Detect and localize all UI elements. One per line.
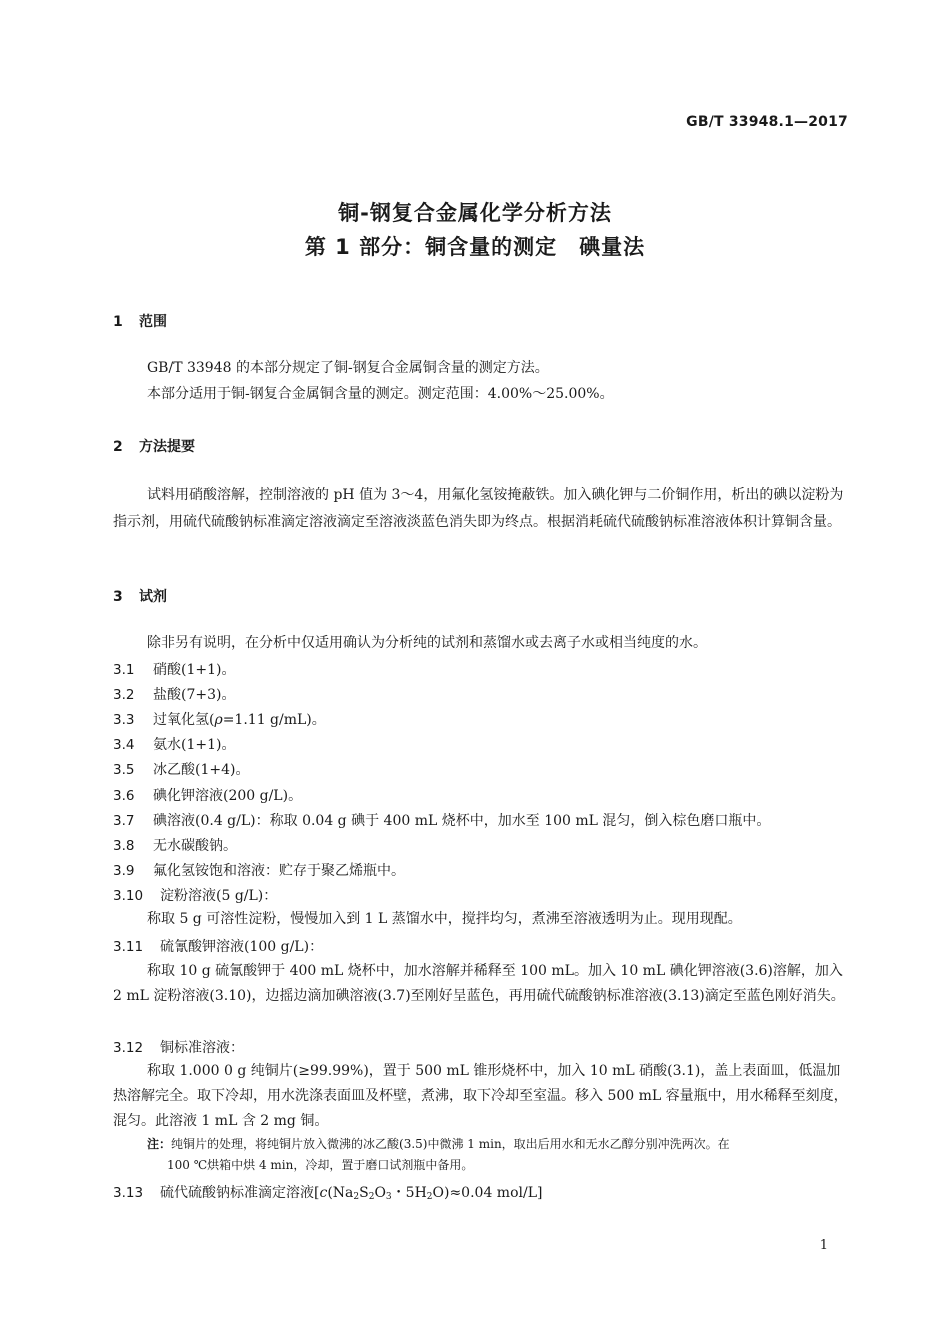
subscript: 2 bbox=[353, 1192, 360, 1202]
reagent-item bbox=[113, 937, 323, 957]
note bbox=[113, 1134, 853, 1176]
item-text: 铜标准溶液： bbox=[160, 1040, 244, 1056]
concentration-symbol: c bbox=[319, 1185, 328, 1201]
item-text: ・5H bbox=[391, 1185, 427, 1201]
subscript: 2 bbox=[368, 1192, 375, 1202]
item-text: 淀粉溶液(5 g/L)： bbox=[160, 888, 278, 904]
item-number: 3.13 bbox=[113, 1185, 144, 1201]
reagent-description: 称取 5 g 可溶性淀粉，慢慢加入到 1 L 蒸馏水中，搅拌均匀，煮沸至溶液透明为止。现用现配。 bbox=[147, 911, 742, 927]
item-number: 3.1 bbox=[113, 662, 135, 678]
item-text: 过氧化氢( bbox=[153, 712, 215, 728]
item-text: 氨水(1+1)。 bbox=[153, 737, 236, 753]
item-number: 3.2 bbox=[113, 687, 135, 703]
item-number: 3.7 bbox=[113, 813, 135, 829]
section-number: 2 bbox=[113, 439, 123, 455]
rho-symbol: ρ bbox=[214, 712, 223, 728]
reagent-item bbox=[113, 710, 326, 730]
item-text: S bbox=[359, 1185, 369, 1201]
reagent-item bbox=[113, 836, 237, 856]
item-text: 无水碳酸钠。 bbox=[153, 838, 237, 854]
note-text: 100 ℃烘箱中烘 4 min，冷却，置于磨口试剂瓶中备用。 bbox=[167, 1158, 474, 1172]
item-number: 3.12 bbox=[113, 1040, 144, 1056]
reagents-intro: 除非另有说明，在分析中仅适用确认为分析纯的试剂和蒸馏水或去离子水或相当纯度的水。 bbox=[147, 635, 707, 651]
section-title: 试剂 bbox=[139, 589, 167, 605]
item-text: 碘溶液(0.4 g/L)：称取 0.04 g 碘于 400 mL 烧杯中，加水至 100 mL 混匀，倒入棕色磨口瓶中。 bbox=[153, 813, 771, 829]
section-title: 方法提要 bbox=[139, 439, 195, 455]
item-text: =1.11 g/mL)。 bbox=[222, 712, 326, 728]
standard-code: GB/T 33948.1—2017 bbox=[686, 114, 848, 130]
item-text: 硫代硫酸钠标准滴定溶液[ bbox=[160, 1185, 320, 1201]
item-text: O bbox=[374, 1185, 386, 1201]
reagent-description: 称取 1.000 0 g 纯铜片(≥99.99%)，置于 500 mL 锥形烧杯中，加入 10 mL 硝酸(3.1)，盖上表面皿，低温加热溶解完全。取下冷却，用水洗涤表面皿及杯壁，煮沸，取下冷却至室温。移入 500 mL 容量瓶中，用水稀释至刻度，混匀。此溶液 1 mL 含 2 mg 铜。 bbox=[113, 1063, 848, 1129]
item-number: 3.8 bbox=[113, 838, 135, 854]
reagent-item bbox=[113, 660, 235, 680]
item-number: 3.6 bbox=[113, 788, 135, 804]
item-text: 碘化钾溶液(200 g/L)。 bbox=[153, 788, 303, 804]
method-summary-paragraph: 试料用硝酸溶解，控制溶液的 pH 值为 3～4，用氟化氢铵掩蔽铁。加入碘化钾与二价铜作用，析出的碘以淀粉为指示剂，用硫代硫酸钠标准滴定溶液滴定至溶液淡蓝色消失即为终点。根据消耗硫代硫酸钠标准溶液体积计算铜含量。 bbox=[113, 487, 844, 530]
reagent-item bbox=[113, 685, 235, 705]
item-text: 氟化氢铵饱和溶液：贮存于聚乙烯瓶中。 bbox=[153, 863, 405, 879]
reagent-item bbox=[113, 1183, 542, 1203]
document-title: 铜-钢复合金属化学分析方法 bbox=[338, 201, 612, 225]
item-number: 3.10 bbox=[113, 888, 144, 904]
item-text: O)≈0.04 mol/L] bbox=[432, 1185, 543, 1201]
scope-paragraph-1: GB/T 33948 的本部分规定了铜-钢复合金属铜含量的测定方法。 bbox=[147, 360, 549, 376]
note-label: 注： bbox=[147, 1137, 172, 1151]
reagent-item bbox=[113, 786, 302, 806]
section-number: 3 bbox=[113, 589, 123, 605]
item-number: 3.4 bbox=[113, 737, 135, 753]
item-number: 3.9 bbox=[113, 863, 135, 879]
subscript: 3 bbox=[385, 1192, 392, 1202]
section-1-heading bbox=[113, 311, 167, 331]
section-title: 范围 bbox=[139, 314, 167, 330]
subscript: 2 bbox=[426, 1192, 433, 1202]
reagent-description: 称取 10 g 硫氰酸钾于 400 mL 烧杯中，加水溶解并稀释至 100 mL。加入 10 mL 碘化钾溶液(3.6)溶解，加入 2 mL 淀粉溶液(3.10)，边摇边滴加碘溶液(3.7)至刚好呈蓝色，再用硫代硫酸钠标准溶液(3.13)滴定至蓝色刚好消失。 bbox=[113, 963, 845, 1004]
scope-paragraph-2: 本部分适用于铜-钢复合金属铜含量的测定。测定范围：4.00%～25.00%。 bbox=[147, 386, 614, 402]
item-text: 硫氰酸钾溶液(100 g/L)： bbox=[160, 939, 324, 955]
reagent-item bbox=[113, 861, 405, 881]
section-2-heading bbox=[113, 436, 195, 456]
reagent-item bbox=[113, 735, 235, 755]
item-text: 冰乙酸(1+4)。 bbox=[153, 762, 250, 778]
section-number: 1 bbox=[113, 314, 123, 330]
page-number: 1 bbox=[819, 1238, 828, 1253]
item-number: 3.3 bbox=[113, 712, 135, 728]
reagent-item bbox=[113, 886, 277, 906]
reagent-item bbox=[113, 811, 770, 831]
item-text: (Na bbox=[327, 1185, 354, 1201]
reagent-item bbox=[113, 1038, 244, 1058]
item-number: 3.5 bbox=[113, 762, 135, 778]
note-text: 纯铜片的处理，将纯铜片放入微沸的冰乙酸(3.5)中微沸 1 min，取出后用水和无水乙醇分别冲洗两次。在 bbox=[171, 1137, 730, 1151]
document-subtitle: 第 1 部分：铜含量的测定 碘量法 bbox=[304, 235, 646, 259]
item-text: 盐酸(7+3)。 bbox=[153, 687, 236, 703]
reagent-item bbox=[113, 760, 249, 780]
item-number: 3.11 bbox=[113, 939, 144, 955]
section-3-heading bbox=[113, 586, 167, 606]
item-text: 硝酸(1+1)。 bbox=[153, 662, 236, 678]
